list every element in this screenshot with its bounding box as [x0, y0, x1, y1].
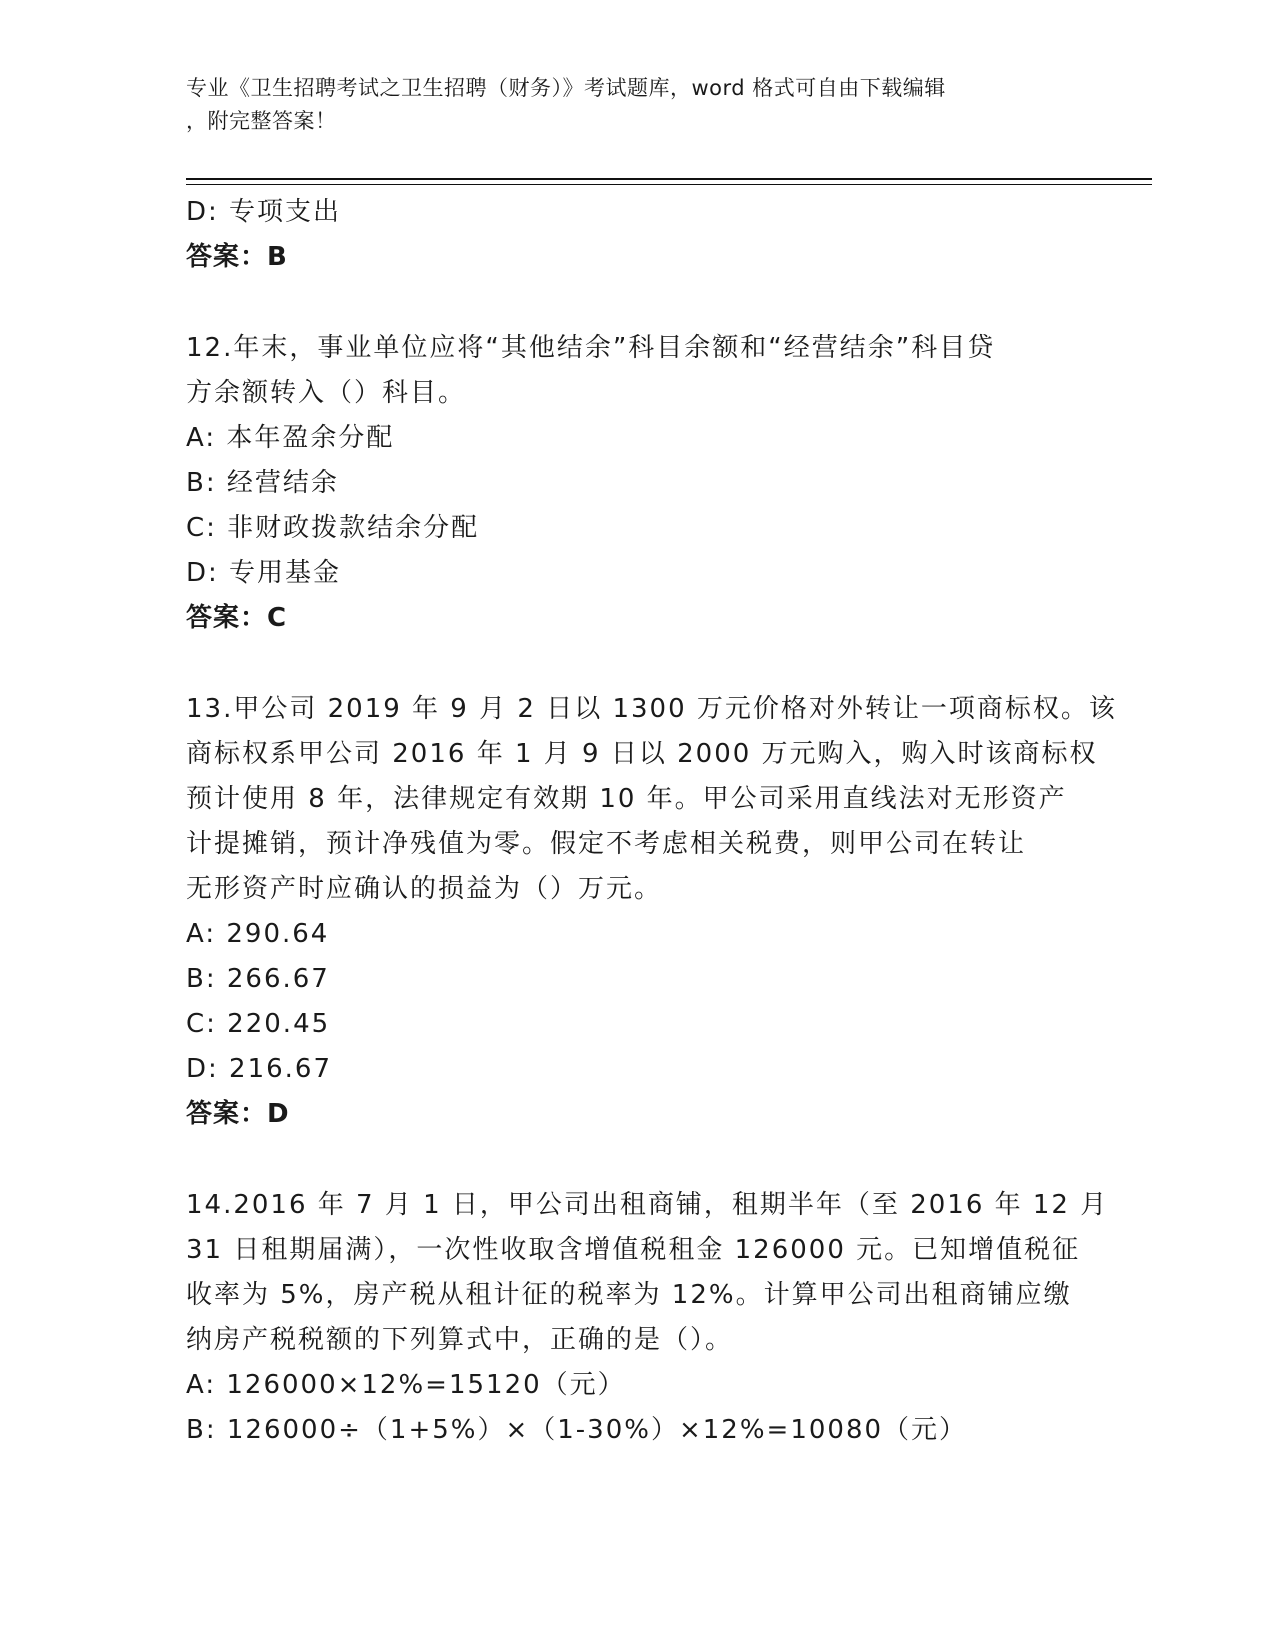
q12-text-line-1: 12.年末，事业单位应将“其他结余”科目余额和“经营结余”科目贷 [186, 333, 996, 363]
q14-text-line-2: 31 日租期届满），一次性收取含增值税租金 126000 元。已知增值税征 [186, 1235, 1081, 1265]
q14-text-line-3: 收率为 5%，房产税从租计征的税率为 12%。计算甲公司出租商铺应缴 [186, 1280, 1072, 1310]
q12-option-c: C: 非财政拨款结余分配 [186, 513, 480, 543]
q11-answer: 答案：B [186, 242, 288, 272]
spacer [186, 280, 1086, 326]
q13-option-d: D: 216.67 [186, 1054, 333, 1084]
q13-answer: 答案：D [186, 1099, 290, 1129]
q12-text-line-2: 方余额转入（）科目。 [186, 378, 467, 408]
header-divider-top [186, 178, 1152, 180]
q14-option-b: B: 126000÷（1+5%）×（1-30%）×12%=10080（元） [186, 1415, 968, 1445]
q13-text-line-3: 预计使用 8 年，法律规定有效期 10 年。甲公司采用直线法对无形资产 [186, 784, 1067, 814]
header-line-1: 专业《卫生招聘考试之卫生招聘（财务）》考试题库，word 格式可自由下载编辑 [186, 76, 946, 100]
q14-text-line-4: 纳房产税税额的下列算式中，正确的是（）。 [186, 1325, 734, 1355]
q12-option-b: B: 经营结余 [186, 468, 339, 498]
q12-answer: 答案：C [186, 603, 288, 633]
q14-text-line-1: 14.2016 年 7 月 1 日，甲公司出租商铺，租期半年（至 2016 年 12 月 [186, 1190, 1109, 1220]
header-divider-bottom [186, 184, 1152, 185]
document-body [186, 190, 1117, 1453]
spacer [186, 641, 1086, 687]
document-header [186, 72, 1086, 138]
q14-option-a: A: 126000×12%=15120（元） [186, 1370, 626, 1400]
q13-text-line-5: 无形资产时应确认的损益为（）万元。 [186, 874, 663, 904]
q13-option-a: A: 290.64 [186, 919, 330, 949]
q13-text-line-1: 13.甲公司 2019 年 9 月 2 日以 1300 万元价格对外转让一项商标权。该 [186, 694, 1117, 724]
q11-option-d: D: 专项支出 [186, 197, 342, 227]
spacer [186, 1137, 1086, 1183]
header-line-2: ，附完整答案！ [186, 109, 337, 133]
q12-option-d: D: 专用基金 [186, 558, 342, 588]
q13-option-b: B: 266.67 [186, 964, 330, 994]
q13-text-line-2: 商标权系甲公司 2016 年 1 月 9 日以 2000 万元购入，购入时该商标权 [186, 739, 1098, 769]
q13-option-c: C: 220.45 [186, 1009, 331, 1039]
q13-text-line-4: 计提摊销，预计净残值为零。假定不考虑相关税费，则甲公司在转让 [186, 829, 1027, 859]
q12-option-a: A: 本年盈余分配 [186, 423, 395, 453]
